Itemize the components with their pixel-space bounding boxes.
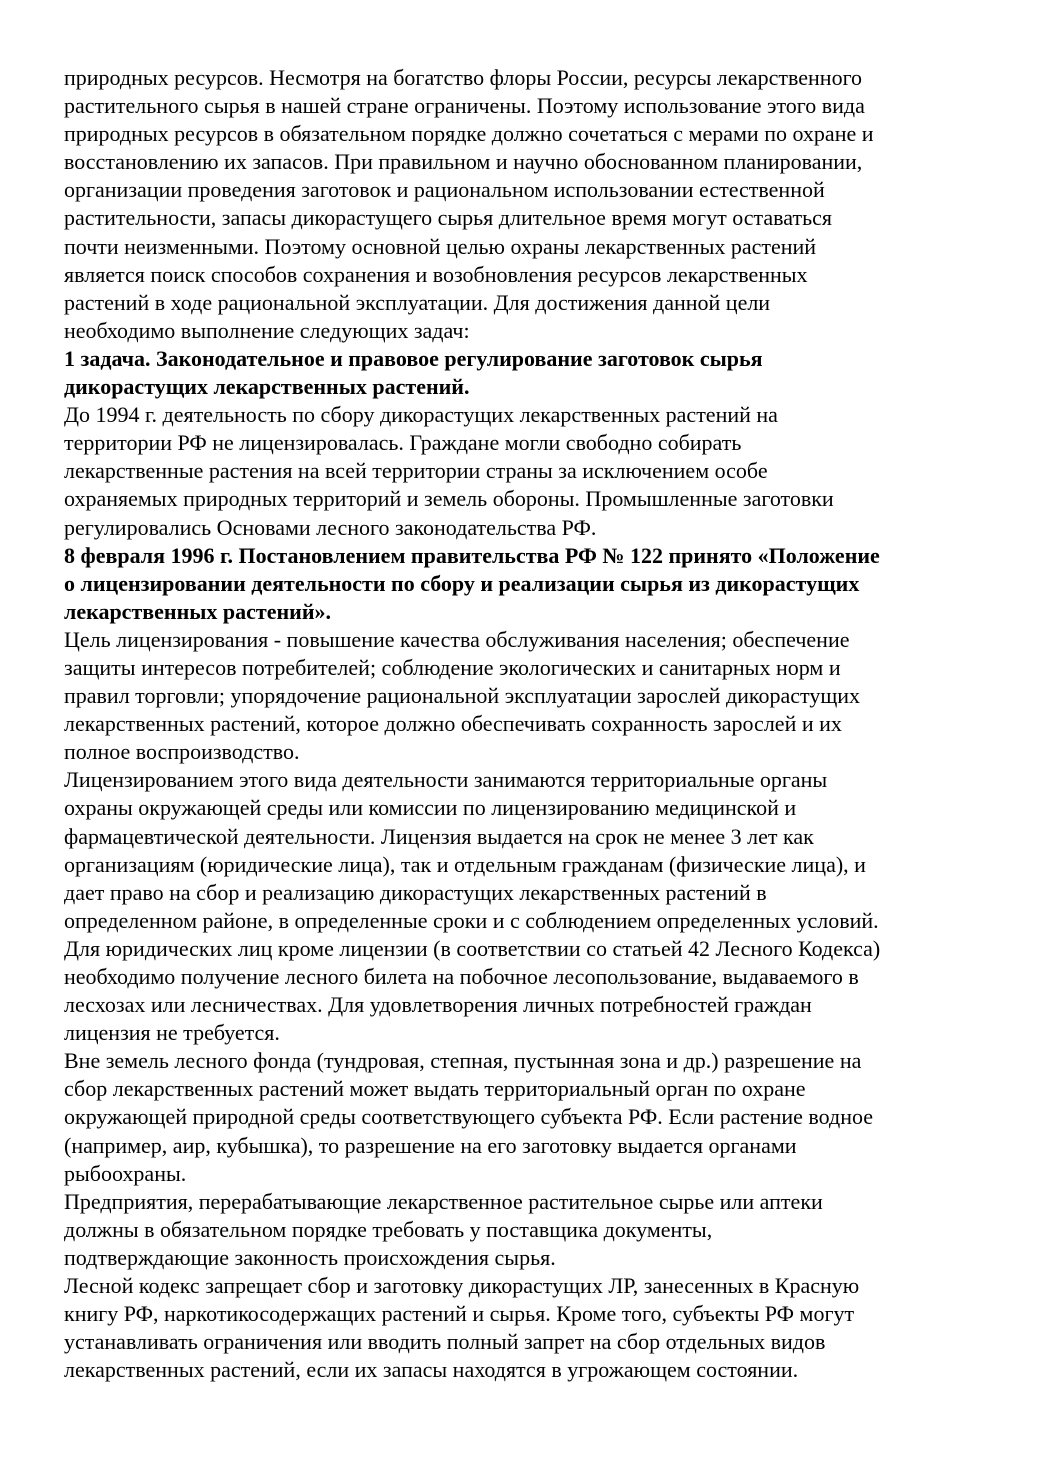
document-page (64, 64, 994, 1384)
text-line: природных ресурсов. Несмотря на богатство флоры России, ресурсы лекарственного (64, 65, 863, 90)
text-line: должны в обязательном порядке требовать у поставщика документы, (64, 1216, 713, 1242)
paragraph-forest-code-ban (64, 1272, 994, 1384)
text-line: сбор лекарственных растений может выдать территориальный орган по охране (64, 1076, 806, 1102)
text-line: организации проведения заготовок и рациональном использовании естественной (64, 177, 825, 203)
text-line: полное воспроизводство. (64, 739, 300, 765)
text-line: (например, аир, кубышка), то разрешение на его заготовку выдается органами (64, 1132, 797, 1158)
heading-line: о лицензировании деятельности по сбору и реализации сырья из дикорастущих (64, 570, 860, 596)
text-line: дает право на сбор и реализацию дикорастущих лекарственных растений в (64, 879, 767, 905)
text-line: регулировались Основами лесного законодательства РФ. (64, 514, 597, 540)
paragraph-outside-forest-fund (64, 1047, 994, 1187)
text-line: охраняемых природных территорий и земель обороны. Промышленные заготовки (64, 486, 834, 512)
text-line: охраны окружающей среды или комиссии по лицензированию медицинской и (64, 795, 797, 821)
text-line: Цель лицензирования - повышение качества обслуживания населения; обеспечение (64, 626, 850, 652)
text-line: растений в ходе рациональной эксплуатации. Для достижения данной цели (64, 289, 771, 315)
heading-line: 1 задача. Законодательное и правовое регулирование заготовок сырья (64, 345, 763, 371)
text-line: Предприятия, перерабатывающие лекарственное растительное сырье или аптеки (64, 1188, 823, 1214)
heading-line: 8 февраля 1996 г. Постановлением правительства РФ № 122 принято «Положение (64, 542, 880, 568)
text-line: Лесной кодекс запрещает сбор и заготовку дикорастущих ЛР, занесенных в Красную (64, 1273, 860, 1299)
paragraph-licensing-goal (64, 626, 994, 766)
heading-resolution-1996 (64, 542, 994, 626)
text-line: защиты интересов потребителей; соблюдение экологических и санитарных норм и (64, 654, 841, 680)
text-line: является поиск способов сохранения и возобновления ресурсов лекарственных (64, 261, 808, 287)
text-line: необходимо получение лесного билета на побочное лесопользование, выдаваемого в (64, 964, 859, 989)
text-line: лекарственных растений, которое должно обеспечивать сохранность зарослей и их (64, 711, 842, 737)
heading-line: дикорастущих лекарственных растений. (64, 374, 470, 400)
text-line: растительности, запасы дикорастущего сырья длительное время могут оставаться (64, 205, 832, 231)
paragraph-resources-intro (64, 64, 994, 345)
text-line: рыбоохраны. (64, 1160, 187, 1186)
text-line: растительного сырья в нашей стране ограничены. Поэтому использование этого вида (64, 93, 865, 119)
text-line: почти неизменными. Поэтому основной целью охраны лекарственных растений (64, 233, 817, 259)
text-line: Вне земель лесного фонда (тундровая, степная, пустынная зона и др.) разрешение на (64, 1048, 862, 1074)
heading-task-1 (64, 345, 994, 401)
text-line: правил торговли; упорядочение рациональной эксплуатации зарослей дикорастущих (64, 683, 861, 709)
text-line: книгу РФ, наркотикосодержащих растений и сырья. Кроме того, субъекты РФ могут (64, 1301, 855, 1327)
text-line: восстановлению их запасов. При правильном и научно обоснованном планировании, (64, 149, 863, 175)
text-line: лекарственные растения на всей территории страны за исключением особе (64, 458, 768, 484)
text-line: необходимо выполнение следующих задач: (64, 317, 470, 343)
text-line: лекарственных растений, если их запасы находятся в угрожающем состоянии. (64, 1357, 799, 1383)
text-line: Для юридических лиц кроме лицензии (в соответствии со статьей 42 Лесного Кодекса) (64, 935, 881, 961)
text-line: До 1994 г. деятельность по сбору дикорастущих лекарственных растений на (64, 402, 778, 428)
text-line: подтверждающие законность происхождения сырья. (64, 1244, 556, 1270)
text-line: лицензия не требуется. (64, 1020, 280, 1046)
text-line: окружающей природной среды соответствующего субъекта РФ. Если растение водное (64, 1104, 874, 1130)
text-line: определенном районе, в определенные сроки и с соблюдением определенных условий. (64, 907, 879, 933)
paragraph-licensing-bodies (64, 766, 994, 1047)
paragraph-before-1994 (64, 401, 994, 541)
heading-line: лекарственных растений». (64, 598, 332, 624)
text-line: фармацевтической деятельности. Лицензия выдается на срок не менее 3 лет как (64, 823, 814, 849)
text-line: Лицензированием этого вида деятельности занимаются территориальные органы (64, 767, 828, 793)
text-line: природных ресурсов в обязательном порядке должно сочетаться с мерами по охране и (64, 121, 874, 147)
text-line: лесхозах или лесничествах. Для удовлетворения личных потребностей граждан (64, 992, 812, 1018)
text-line: территории РФ не лицензировалась. Граждане могли свободно собирать (64, 430, 742, 456)
text-line: организациям (юридические лица), так и отдельным гражданам (физические лица), и (64, 851, 866, 877)
text-line: устанавливать ограничения или вводить полный запрет на сбор отдельных видов (64, 1329, 826, 1355)
paragraph-processing-enterprises (64, 1188, 994, 1272)
